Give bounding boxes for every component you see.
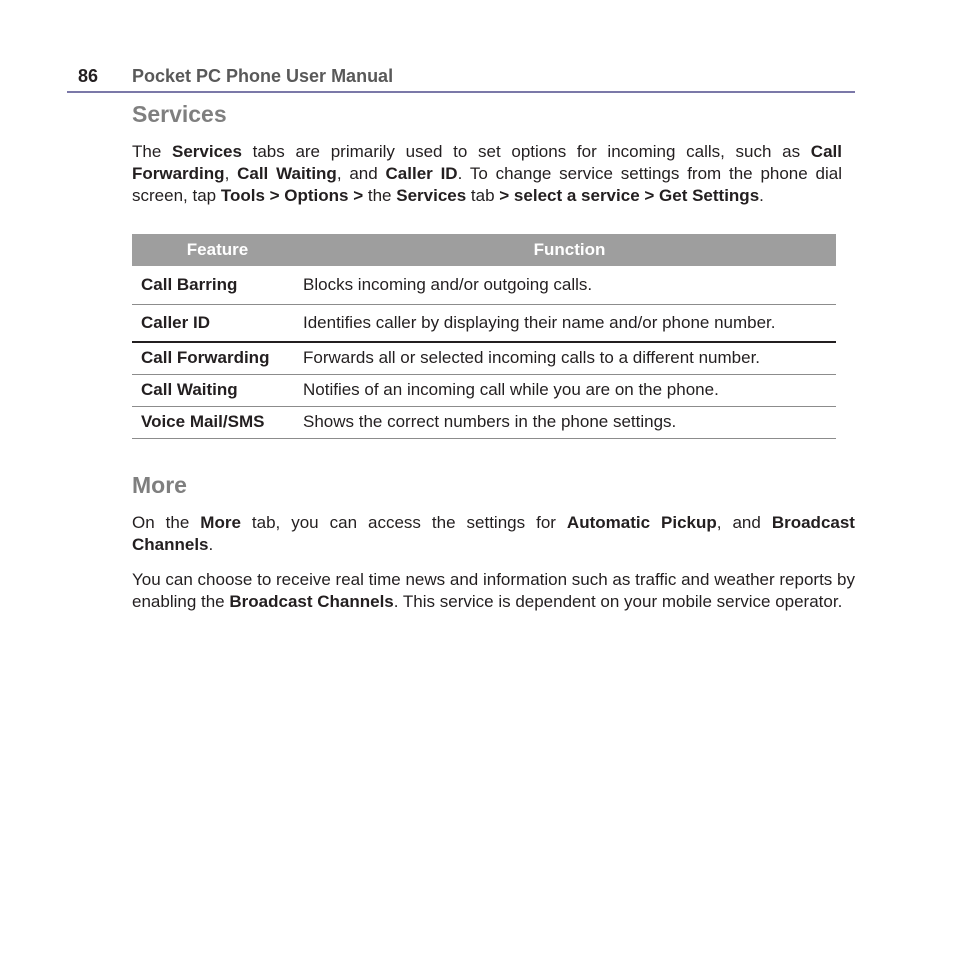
function-column-header: Function <box>303 234 836 266</box>
running-title: Pocket PC Phone User Manual <box>132 66 394 86</box>
table-row <box>132 304 836 342</box>
bold-text: Services <box>171 142 242 161</box>
text-run: The <box>132 142 172 161</box>
feature-cell: Call Waiting <box>132 374 303 406</box>
bold-text: More <box>200 513 241 532</box>
text-run: tabs are primarily used to set options for incoming calls, such as <box>241 142 811 161</box>
bold-text: Call Forwarding <box>132 142 842 183</box>
feature-cell: Call Forwarding <box>132 342 303 374</box>
page-header <box>67 63 855 93</box>
text-run: , and <box>336 164 386 183</box>
table-header-row <box>132 234 836 266</box>
services-heading: Services <box>132 101 227 127</box>
services-paragraph <box>132 141 842 207</box>
text-run: You can choose to receive real time news and information such as traffic and weather reports by enabling the <box>132 570 855 611</box>
text-run: the <box>363 186 397 205</box>
bold-text: Broadcast Channels <box>229 592 394 611</box>
table-row <box>132 374 836 406</box>
function-cell: Identifies caller by displaying their name and/or phone number. <box>303 304 836 342</box>
bold-text: Caller ID <box>385 164 458 183</box>
text-run: . This service is dependent on your mobile service operator. <box>393 592 843 611</box>
feature-cell: Call Barring <box>132 266 303 304</box>
text-run: tab <box>466 186 500 205</box>
more-paragraph-2 <box>132 569 855 613</box>
text-run: tab, you can access the settings for <box>240 513 567 532</box>
function-cell: Notifies of an incoming call while you are on the phone. <box>303 374 836 406</box>
bold-text: > select a service > Get Settings <box>499 186 760 205</box>
more-heading: More <box>132 472 187 498</box>
page-number: 86 <box>78 66 99 86</box>
bold-text: Broadcast Channels <box>132 513 855 554</box>
bold-text: Tools > Options > <box>220 186 364 205</box>
bold-text: Services <box>396 186 467 205</box>
bold-text: Automatic Pickup <box>566 513 717 532</box>
feature-column-header: Feature <box>132 234 303 266</box>
more-paragraph-1 <box>132 512 855 556</box>
text-run: . <box>208 535 214 554</box>
text-run: On the <box>132 513 201 532</box>
text-run: , <box>224 164 238 183</box>
text-run: , and <box>716 513 772 532</box>
text-run: . <box>759 186 764 205</box>
table-row <box>132 342 836 374</box>
feature-cell: Voice Mail/SMS <box>132 406 303 438</box>
function-cell: Forwards all or selected incoming calls to a different number. <box>303 342 836 374</box>
text-run: . To change service settings from the phone dial screen, tap <box>132 164 842 205</box>
feature-cell: Caller ID <box>132 304 303 342</box>
bold-text: Call Waiting <box>237 164 337 183</box>
table-row <box>132 406 836 438</box>
services-table <box>132 234 836 439</box>
function-cell: Shows the correct numbers in the phone settings. <box>303 406 836 438</box>
table-row <box>132 266 836 304</box>
function-cell: Blocks incoming and/or outgoing calls. <box>303 266 836 304</box>
